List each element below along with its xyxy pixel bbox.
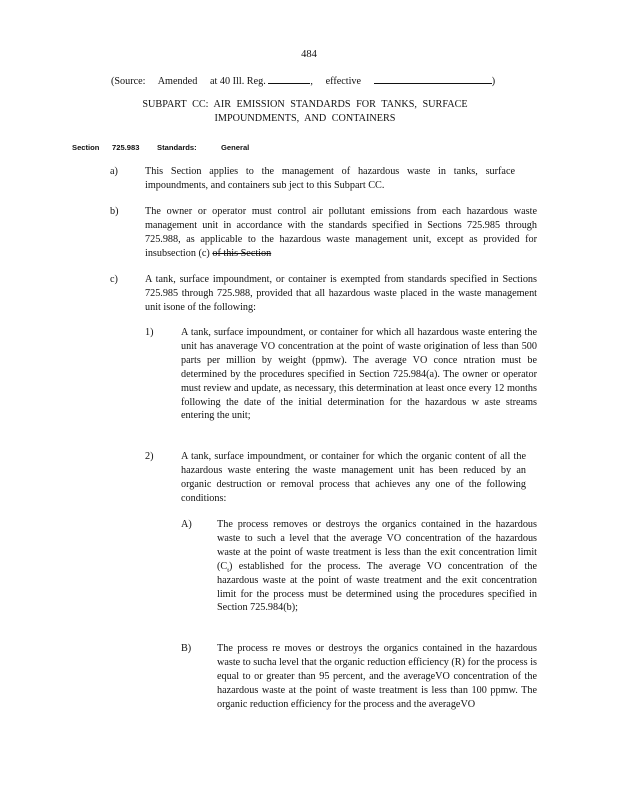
paragraph-c1-label: 1) xyxy=(145,327,154,338)
section-number: 725.983 xyxy=(112,143,140,152)
paragraph-c2A-text-before: The process removes or destroys the organics contained in the hazardous waste to such a level that the average VO concentration of the hazardous waste at the point of waste treatment is less than the exit concentration limit (C xyxy=(217,519,537,572)
paragraph-a-label: a) xyxy=(110,166,118,177)
effective-date-blank xyxy=(374,73,492,84)
source-note xyxy=(111,73,531,89)
paragraph-b xyxy=(145,205,537,261)
paragraph-c: A tank, surface impoundment, or container is exempted from standards specified in Sections 725.985 through 725.988, provided that all hazardous waste placed in the waste management unit isone of the following: xyxy=(145,274,537,313)
subpart-heading xyxy=(120,98,490,126)
paragraph-c-label: c) xyxy=(110,274,118,285)
page-number: 484 xyxy=(301,49,317,60)
paragraph-b-struck-text: of this Section xyxy=(212,247,272,259)
paragraph-b-label: b) xyxy=(110,206,119,217)
source-comma: , xyxy=(310,76,313,87)
paragraph-c2A-label: A) xyxy=(181,519,192,530)
paragraph-b-text: The owner or operator must control air pollutant emissions from each hazardous waste management unit in accordance with the standards specified in Sections 725.985 through 725.988, as applicable to the hazardous waste management unit, except as provided for insubsection (c) xyxy=(145,206,537,259)
paragraph-c2A xyxy=(217,518,537,615)
paragraph-c2B: The process re moves or destroys the organics contained in the hazardous waste to sucha level that the organic reduction efficiency (R) for the process is equal to or greater than 95 percent, and the averageVO concentration of the hazardous waste at the point of waste treatment is less than 100 ppmw. The organic reduction efficiency for the process and the averageVO xyxy=(217,643,537,710)
register-page-blank xyxy=(268,73,310,84)
paragraph-c2A-text-after: ) established for the process. The average VO concentration of the hazardous waste at the point of waste treatment and the exit concentration limit for the process must be determined using the procedures specified in Section 725.984(b); xyxy=(217,560,537,614)
section-title-general: General xyxy=(221,143,250,152)
source-close: ) xyxy=(491,76,496,87)
subpart-heading-line2: IMPOUNDMENTS, AND CONTAINERS xyxy=(214,112,396,124)
paragraph-c1: A tank, surface impoundment, or container for which all hazardous waste entering the unit has anaverage VO concentration at the point of waste origination of less than 500 parts per million by weight (ppmw). The average VO conce ntration must be determined by the procedures specified in Section 725.984(a). The owner or operator must review and update, as necessary, this determination at least once every 12 months following the date of the initial determination for the hazardous w aste streams entering the unit; xyxy=(181,327,537,422)
paragraph-c2B-label: B) xyxy=(181,643,192,654)
source-amended: Amended xyxy=(157,76,198,87)
source-open: (Source: xyxy=(111,76,146,87)
paragraph-c2A-subscript: t xyxy=(227,566,229,574)
source-reg: at 40 Ill. Reg. xyxy=(210,76,266,87)
subpart-heading-line1: SUBPART CC: AIR EMISSION STANDARDS FOR TANKS, SURFACE xyxy=(142,99,468,110)
source-effective: effective xyxy=(325,76,362,87)
paragraph-a: This Section applies to the management of hazardous waste in tanks, surface impoundments, and containers sub ject to this Subpart CC. xyxy=(145,166,515,191)
section-title-standards: Standards: xyxy=(157,143,197,152)
paragraph-c2-label: 2) xyxy=(145,451,154,462)
section-word: Section xyxy=(72,143,100,152)
paragraph-c2: A tank, surface impoundment, or container for which the organic content of all the hazardous waste entering the waste management unit has been reduced by an organic destruction or removal process that achieves any one of the following conditions: xyxy=(181,451,526,504)
